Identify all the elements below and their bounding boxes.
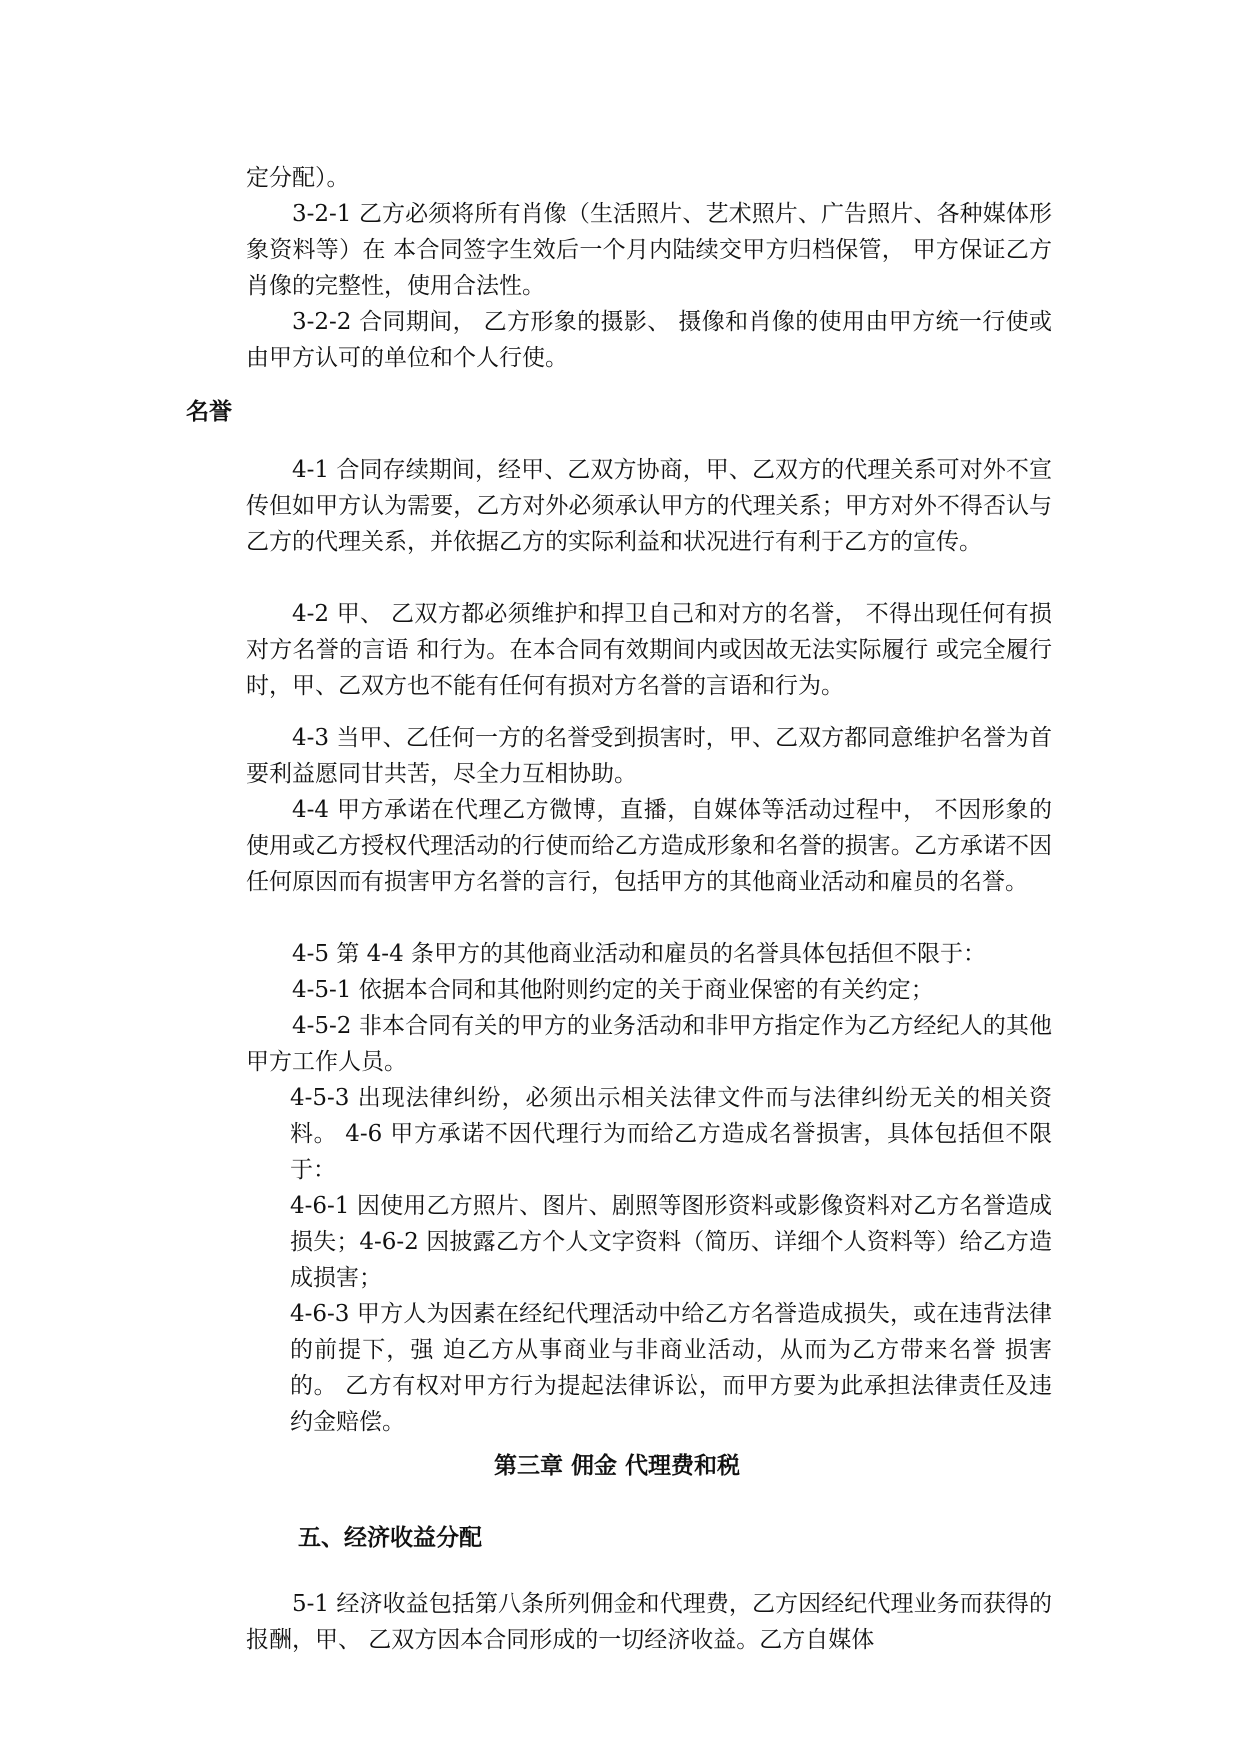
paragraph-4-5: 4-5 第 4-4 条甲方的其他商业活动和雇员的名誉具体包括但不限于： xyxy=(292,941,987,967)
section-heading-reputation: 名誉 xyxy=(186,399,232,425)
paragraph-3-2-1: 3-2-1 乙方必须将所有肖像（生活照片、艺术照片、广告照片、各种媒体形象资料等）在 本合同签字生效后一个月内陆续交甲方归档保管， 甲方保证乙方肖像的完整性，使用合法性。 xyxy=(246,201,1052,299)
paragraph-5-1: 5-1 经济收益包括第八条所列佣金和代理费，乙方因经纪代理业务而获得的报酬，甲、 乙双方因本合同形成的一切经济收益。乙方自媒体 xyxy=(246,1591,1052,1653)
section-title: 五、经济收益分配 xyxy=(298,1525,482,1551)
paragraph-3-2-2: 3-2-2 合同期间， 乙方形象的摄影、 摄像和肖像的使用由甲方统一行使或由甲方认可的单位和个人行使。 xyxy=(246,309,1052,371)
paragraph-4-5-2: 4-5-2 非本合同有关的甲方的业务活动和非甲方指定作为乙方经纪人的其他甲方工作人员。 xyxy=(246,1013,1052,1075)
paragraph-4-3: 4-3 当甲、乙任何一方的名誉受到损害时，甲、乙双方都同意维护名誉为首要利益愿同甘共苦，尽全力互相协助。 xyxy=(246,725,1052,787)
paragraph-4-5-1: 4-5-1 依据本合同和其他附则约定的关于商业保密的有关约定； xyxy=(292,977,934,1003)
paragraph-4-2: 4-2 甲、 乙双方都必须维护和捍卫自己和对方的名誉， 不得出现任何有损对方名誉的言语 和行为。在本合同有效期间内或因故无法实际履行 或完全履行时，甲、乙双方也不能有任何有损对方名誉的言语和行为。 xyxy=(246,601,1052,699)
paragraph-4-6-1: 4-6-1 因使用乙方照片、图片、剧照等图形资料或影像资料对乙方名誉造成损失；4-6-2 因披露乙方个人文字资料（简历、详细个人资料等）给乙方造成损害； xyxy=(290,1193,1052,1291)
paragraph-4-1: 4-1 合同存续期间，经甲、乙双方协商，甲、乙双方的代理关系可对外不宣传但如甲方认为需要，乙方对外必须承认甲方的代理关系；甲方对外不得否认与乙方的代理关系，并依据乙方的实际利益和状况进行有利于乙方的宣传。 xyxy=(246,457,1052,555)
chapter-title: 第三章 佣金 代理费和税 xyxy=(494,1453,741,1479)
paragraph-4-5-3: 4-5-3 出现法律纠纷，必须出示相关法律文件而与法律纠纷无关的相关资料。 4-6 甲方承诺不因代理行为而给乙方造成名誉损害，具体包括但不限于： xyxy=(290,1085,1052,1183)
paragraph-4-6-3: 4-6-3 甲方人为因素在经纪代理活动中给乙方名誉造成损失，或在违背法律的前提下，强 迫乙方从事商业与非商业活动，从而为乙方带来名誉 损害的。 乙方有权对甲方行为提起法律诉讼，而甲方要为此承担法律责任及违约金赔偿。 xyxy=(290,1301,1052,1435)
paragraph-4-4: 4-4 甲方承诺在代理乙方微博，直播，自媒体等活动过程中， 不因形象的使用或乙方授权代理活动的行使而给乙方造成形象和名誉的损害。乙方承诺不因任何原因而有损害甲方名誉的言行，包括甲方的其他商业活动和雇员的名誉。 xyxy=(246,797,1052,895)
paragraph-continued: 定分配）。 xyxy=(246,165,350,191)
